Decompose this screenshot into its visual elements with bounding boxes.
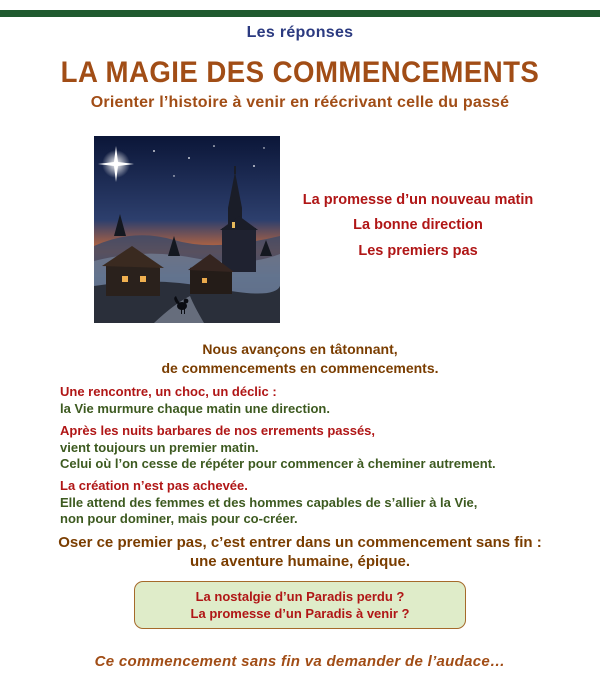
section-label: Les réponses (246, 24, 354, 41)
paragraph-body: Elle attend des femmes et des hommes capables de s’allier à la Vie, (60, 494, 478, 510)
paragraph-encounter (60, 384, 580, 417)
paragraph-nights (60, 423, 580, 473)
paragraph-body: la Vie murmure chaque matin une direction. (60, 400, 330, 416)
paragraph-creation (60, 478, 580, 528)
paragraph-body: vient toujours un premier matin. (60, 439, 259, 455)
paradise-question-box (134, 581, 466, 629)
top-rule (0, 10, 600, 17)
intro-line-1: Nous avançons en tâtonnant, (202, 341, 398, 357)
direction-line: La bonne direction (353, 217, 483, 233)
page-title: LA MAGIE DES COMMENCEMENTS (60, 56, 540, 89)
paragraph-body: non pour dominer, mais pour co-créer. (60, 511, 298, 526)
dawn-village-illustration (94, 136, 280, 323)
promise-line: La promesse d’un nouveau matin (302, 192, 534, 208)
closing-line: Ce commencement sans fin va demander de l’audace… (94, 653, 506, 670)
oser-line-2: une aventure humaine, épique. (189, 553, 411, 570)
box-line-2: La promesse d’un Paradis à venir ? (190, 606, 410, 621)
first-steps-line: Les premiers pas (358, 243, 478, 259)
box-line-1: La nostalgie d’un Paradis perdu ? (195, 589, 405, 604)
paragraph-head: Une rencontre, un choc, un déclic : (60, 384, 277, 399)
paragraph-head: La création n’est pas achevée. (60, 478, 248, 493)
page-subtitle: Orienter l’histoire à venir en réécrivant celle du passé (90, 94, 510, 111)
intro-line-2: de commencements en commencements. (161, 360, 439, 376)
oser-line-1: Oser ce premier pas, c’est entrer dans un commencement sans fin : (58, 534, 542, 551)
paragraph-head: Après les nuits barbares de nos errements passés, (60, 423, 376, 438)
paragraph-body: Celui où l’on cesse de répéter pour commencer à cheminer autrement. (60, 456, 496, 471)
